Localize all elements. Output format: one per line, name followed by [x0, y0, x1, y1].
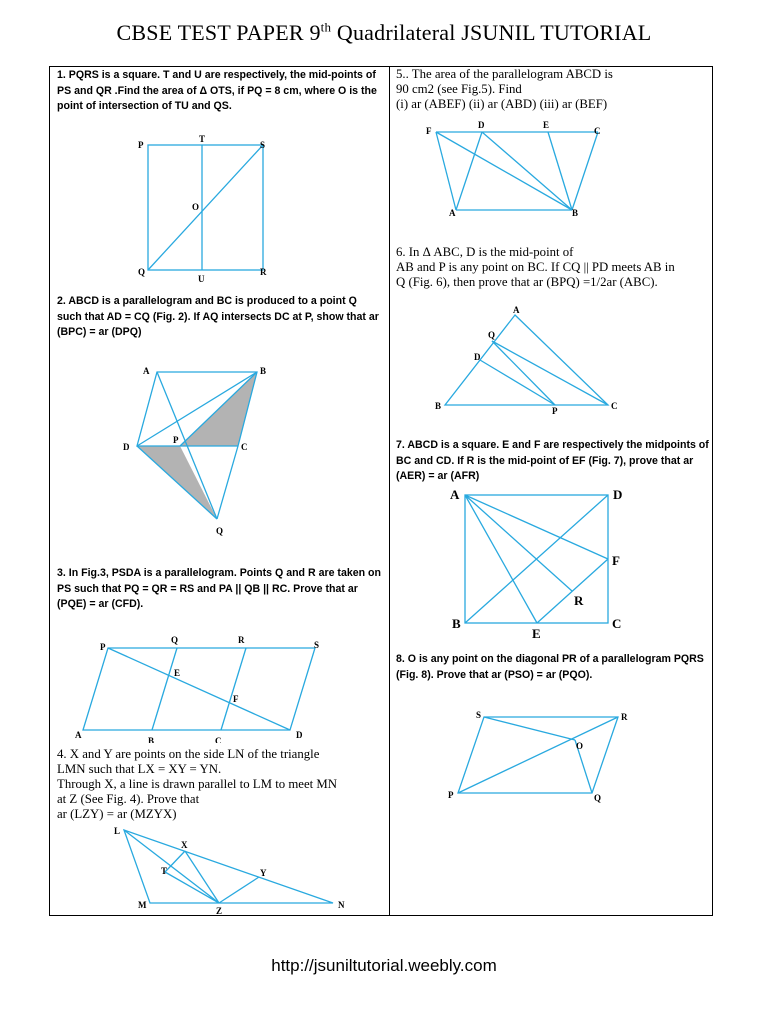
question-5 [396, 67, 708, 112]
label-r: R [238, 635, 245, 645]
label-a: A [513, 305, 520, 315]
question-2: 2. ABCD is a parallelogram and BC is produced to a point Q such that AD = CQ (Fig. 2). If AQ intersects DC at P, show that ar (BPC) = ar (DPQ) [57, 295, 379, 338]
label-q: Q [171, 635, 179, 645]
label-q: Q [594, 793, 602, 803]
header-text-1: CBSE TEST PAPER 9 [116, 20, 321, 45]
label-b: B [452, 616, 461, 631]
label-d: D [123, 442, 130, 452]
figure-7 [448, 485, 628, 645]
label-b: B [260, 366, 267, 376]
q6-line-2: AB and P is any point on BC. If CQ || PD meets AB in [396, 260, 675, 274]
label-x: X [181, 840, 188, 850]
label-q: Q [138, 267, 146, 277]
figure-5 [420, 118, 620, 223]
label-r: R [574, 593, 584, 608]
label-p: P [448, 790, 454, 800]
label-m: M [138, 900, 147, 910]
label-n: N [338, 900, 345, 910]
label-r: R [621, 712, 628, 722]
q4-line-3: Through X, a line is drawn parallel to LM to meet MN [57, 777, 338, 791]
label-a: A [449, 208, 456, 218]
label-b: B [572, 208, 579, 218]
label-q: Q [216, 526, 224, 536]
column-divider [389, 66, 390, 916]
q5-line-2: 90 cm2 (see Fig.5). Find [396, 82, 522, 96]
q6-line-1: 6. In Δ ABC, D is the mid-point of [396, 245, 574, 259]
label-a: A [450, 487, 460, 502]
label-c: C [241, 442, 248, 452]
label-o: O [192, 202, 200, 212]
label-f: F [426, 126, 432, 136]
label-c: C [611, 401, 618, 411]
question-3: 3. In Fig.3, PSDA is a parallelogram. Points Q and R are taken on PS such that PQ = QR = RS and PA || QB || RC. Prove that ar (PQE) = ar (CFD). [57, 567, 381, 610]
page-header [0, 20, 768, 46]
label-a: A [75, 730, 82, 740]
label-c: C [612, 616, 622, 631]
label-b: B [435, 401, 442, 411]
label-f: F [612, 553, 620, 568]
label-d: D [478, 120, 485, 130]
q4-line-4: at Z (See Fig. 4). Prove that [57, 792, 200, 806]
question-6 [396, 245, 710, 290]
question-1: 1. PQRS is a square. T and U are respectively, the mid-points of PS and QR .Find the area of Δ OTS, if PQ = 8 cm, where O is the point of intersection of TU and QS. [57, 69, 377, 112]
figure-8 [440, 705, 650, 805]
label-q: Q [488, 330, 496, 340]
label-p: P [100, 642, 106, 652]
q4-line-1: 4. X and Y are points on the side LN of the triangle [57, 747, 320, 761]
q4-line-2: LMN such that LX = XY = YN. [57, 762, 222, 776]
figure-2 [118, 362, 278, 542]
label-a: A [143, 366, 150, 376]
label-o: O [576, 741, 584, 751]
figure-4 [100, 820, 360, 915]
label-s: S [314, 640, 320, 650]
figure-3 [70, 633, 340, 743]
q4-line-5: ar (LZY) = ar (MZYX) [57, 807, 177, 821]
q5-line-3: (i) ar (ABEF) (ii) ar (ABD) (iii) ar (BEF) [396, 97, 608, 111]
label-z: Z [216, 906, 223, 915]
label-t: T [161, 866, 168, 876]
question-8: 8. O is any point on the diagonal PR of a parallelogram PQRS (Fig. 8). Prove that ar (PSO) = ar (PQO). [396, 653, 704, 681]
label-y: Y [260, 868, 267, 878]
label-p: P [138, 140, 144, 150]
question-7: 7. ABCD is a square. E and F are respectively the midpoints of BC and CD. If R is the mid-point of EF (Fig. 7), prove that ar (AER) = ar (AFR) [396, 439, 709, 482]
label-t: T [199, 134, 206, 144]
question-4 [57, 747, 387, 822]
label-p: P [552, 406, 558, 415]
q5-line-1: 5.. The area of the parallelogram ABCD is [396, 67, 613, 81]
header-text-2: Quadrilateral JSUNIL TUTORIAL [331, 20, 652, 45]
label-e: E [543, 120, 550, 130]
label-s: S [260, 140, 266, 150]
figure-6 [430, 305, 630, 415]
label-r: R [260, 267, 267, 277]
label-c: C [594, 126, 601, 136]
figure-1 [130, 130, 280, 290]
label-b: B [148, 736, 155, 743]
label-d: D [613, 487, 623, 502]
label-c: C [215, 736, 222, 743]
label-l: L [114, 826, 121, 836]
label-u: U [198, 274, 205, 284]
header-superscript: th [320, 19, 332, 35]
footer-url[interactable]: http://jsuniltutorial.weebly.com [271, 956, 497, 975]
label-d: D [474, 352, 481, 362]
label-f: F [233, 694, 239, 704]
label-e: E [532, 626, 541, 641]
label-d: D [296, 730, 303, 740]
label-p: P [173, 435, 179, 445]
label-e: E [174, 668, 181, 678]
label-s: S [476, 710, 482, 720]
q6-line-3: Q (Fig. 6), then prove that ar (BPQ) =1/2ar (ABC). [396, 275, 658, 289]
